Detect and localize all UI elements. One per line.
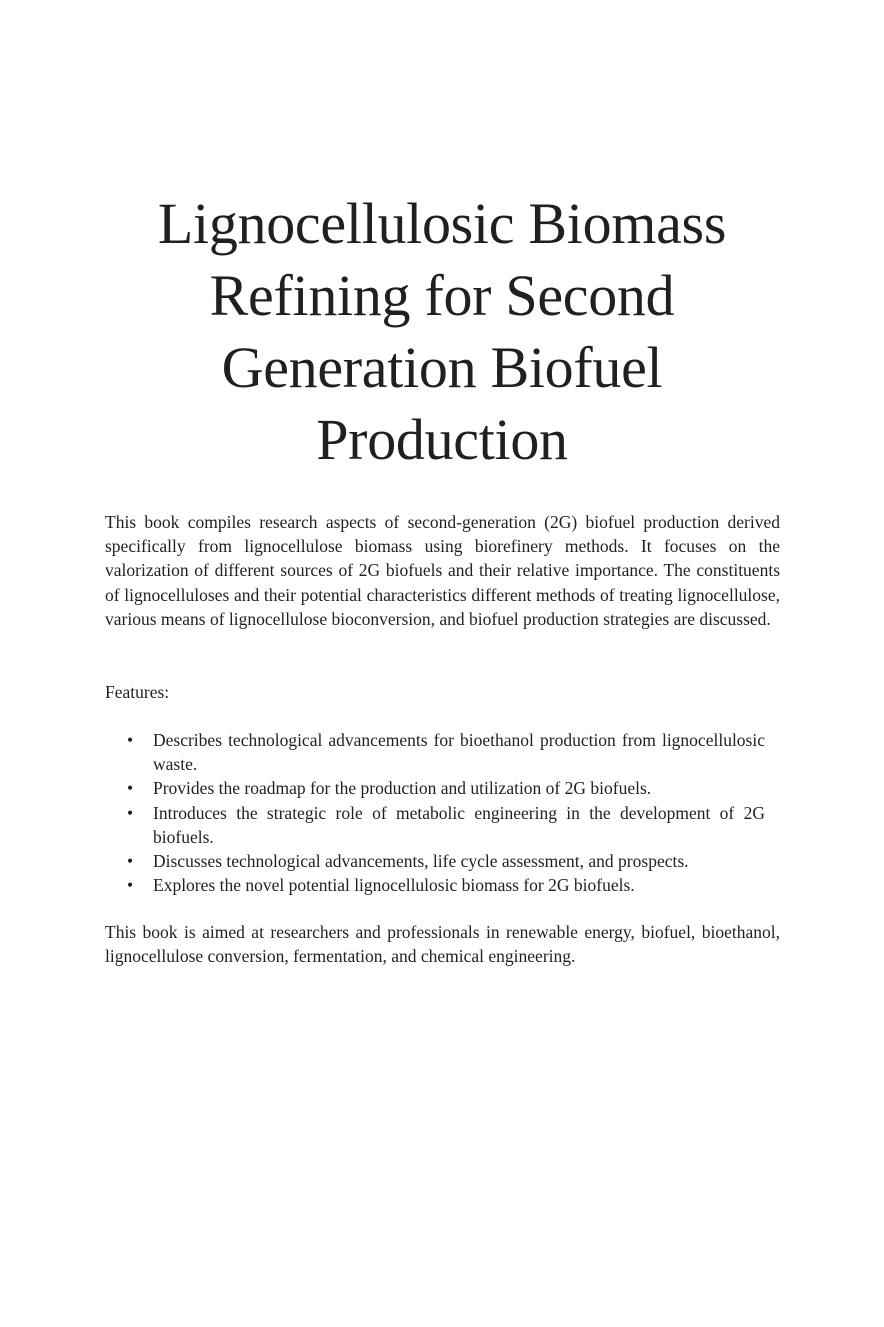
feature-text: Provides the roadmap for the production and utilization of 2G biofuels. — [153, 778, 652, 799]
feature-item — [105, 849, 765, 873]
book-title — [80, 188, 804, 476]
feature-text: Explores the novel potential lignocellulosic biomass for 2G biofuels. — [153, 875, 635, 896]
feature-text: Discusses technological advancements, life cycle assessment, and prospects. — [153, 851, 689, 872]
feature-item — [105, 873, 765, 897]
feature-text: Describes technological advancements for bioethanol production from lignocellulosic waste. — [153, 730, 765, 775]
bullet-icon: • — [127, 778, 134, 799]
bullet-icon: • — [127, 851, 134, 872]
bullet-icon: • — [127, 875, 134, 896]
bullet-icon: • — [127, 802, 134, 823]
bullet-icon: • — [127, 730, 134, 750]
feature-item — [105, 801, 765, 849]
feature-text: Introduces the strategic role of metabolic engineering in the development of 2G biofuels. — [153, 802, 765, 847]
features-heading: Features: — [105, 682, 170, 702]
book-title-line-3: Generation Biofuel — [221, 335, 663, 400]
feature-item — [105, 728, 765, 776]
book-description: This book compiles research aspects of second-generation (2G) biofuel production derived specifically from lignocellulose biomass using biorefinery methods. It focuses on the valorization of different sources of 2G biofuels and their relative importance. The constituents of lignocelluloses and their potential characteristics different methods of treating lignocellulose, various means of lignocellulose bioconversion, and biofuel production strategies are discussed. — [105, 512, 780, 629]
book-title-line-4: Production — [316, 407, 568, 472]
book-title-line-2: Refining for Second — [209, 263, 675, 328]
features-list — [105, 728, 765, 897]
feature-item — [105, 776, 765, 800]
audience-statement: This book is aimed at researchers and professionals in renewable energy, biofuel, bioethanol, lignocellulose conversion, fermentation, and chemical engineering. — [105, 922, 780, 967]
book-title-line-1: Lignocellulosic Biomass — [157, 191, 727, 256]
